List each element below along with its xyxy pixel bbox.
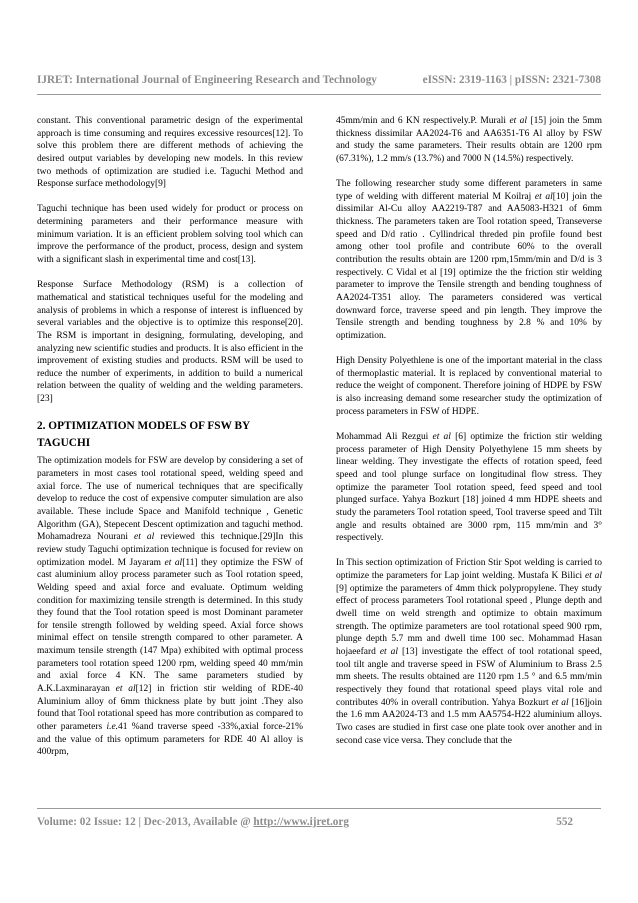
section-heading-line-1: 2. OPTIMIZATION MODELS OF FSW BY — [37, 420, 251, 433]
text-run: Mohammad Ali Rezgui — [336, 431, 433, 442]
running-header — [37, 74, 601, 86]
text-run: [6] optimize the friction stir welding process parameter of High Density Polyethylene 15 mm sheets by linear welding. They investigate the effects of rotation speed, feed speed and tool plunge surface on longitudinal flow stress. They optimize the parameter Tool rotation speed, feed speed and tool plunged surface. Yahya Bozkurt [18] joined 4 mm HDPE sheets and study the parameters Tool rotation speed, Tool traverse speed and Tilt angle and results obtained are 3000 rpm, 115 mm/min and 3° respectively. — [336, 431, 602, 544]
italic-et-al: et al — [551, 697, 569, 708]
text-run: [11] they optimize the FSW of cast aluminium alloy process parameter such as Tool rotation speed, Welding speed and axial force and evaluate. Optimum welding condition for maximizing tensile strength is determined. In this study they found that the Tool rotation speed is most Dominant parameter for tensile strength followed by welding speed. Axial force shows minimal effect on tensile strength compared to other parameter. A maximum tensile strength (147 Mpa) exhibited with optimal process parameters tool rotation speed 1200 rpm, welding speed 40 mm/min and axial force 4 KN. The same parameters studied by A.K.Laxminarayan — [37, 557, 303, 695]
text-run: reviewed this technique.[29]In this review study Taguchi optimization technique is focused for review on optimization model. M Jayaram — [37, 532, 303, 568]
italic-et-al: et al — [115, 684, 136, 695]
journal-link[interactable]: http://www.ijret.org — [253, 816, 349, 828]
text-run: 45mm/min and 6 KN respectively.P. Murali — [336, 116, 510, 126]
text-run: [9] optimize the parameters of 4mm thick polypropylene. They study effect of process parameters Tool rotational speed , Plunge depth and dwell time on weld strength and optimize to obtain maximum strength. The optimize parameters are tool rotational speed 900 rpm, plunge depth 5.7 mm and dwell time 100 sec. Mohammad Hasan hojaeefard — [336, 583, 602, 657]
running-footer — [37, 816, 601, 828]
text-run: The optimization models for FSW are develop by considering a set of parameters in most cases tool rotational speed, welding speed and axial force. The use of numerical techniques that are specifically develop to reduce the cost of expensive computer simulation are also available. These include Space and Manifold technique , Genetic Algorithm (GA), Stepecent Descent optimization and taguchi method. Mohamadreza Nourani — [37, 456, 303, 543]
italic-et-al: et al — [134, 532, 155, 543]
right-paragraph-4 — [336, 431, 602, 545]
right-paragraph-1 — [336, 115, 602, 166]
footer-rule — [37, 808, 601, 809]
right-paragraph-3: High Density Polyethlene is one of the important material in the class of thermoplastic material. It is replaced by conventional material to reduce the weight of component. Therefore joining of HDPE by FSW is also increasing demand some researcher study the optimization of process parameters in FSW of HDPE. — [336, 356, 602, 417]
journal-title: IJRET: International Journal of Engineering Research and Technology — [37, 74, 377, 86]
italic-et-al: et al — [509, 116, 528, 126]
italic-et-al: et al — [379, 646, 398, 657]
text-run: [10] join the dissimilar Al-Cu alloy AA2219-T87 and AA5083-H321 of 6mm thickness. The parameters taken are Tool rotation speed, Transeverse speed and D/d ratio . Cyllindrical threded pin profile found best among other tool profile and contribute 60% to the overall contribution the results obtain are 1200 rpm,15mm/min and D/d is 3 respectively. C Vidal et al [19] optimize the the friction stir welding parameter to improve the Tensile strength and bending toughness of AA2024-T351 alloy. The parameters considered was vertical downward force, traverse speed and pin length. They improve the Tensile strength and bending toughness by 2.8 % and 10% by optimization. — [336, 191, 602, 341]
right-paragraph-2 — [336, 178, 602, 343]
text-run: [15] join the 5mm thickness dissimilar AA2024-T6 and AA6351-T6 Al alloy by FSW and study the same parameters. Their results obtain are 1200 rpm (67.31%), 1.2 mm/s (13.7%) and 7000 N (14.5%) respectively. — [336, 116, 602, 164]
issn-info: eISSN: 2319-1163 | pISSN: 2321-7308 — [422, 74, 601, 86]
header-rule — [37, 94, 601, 95]
italic-et-al: et al — [432, 431, 451, 442]
italic-et-al: et al — [164, 557, 183, 568]
left-paragraph-2: Taguchi technique has been used widely for product or process on determining parameters and their performance measure with minimum variation. It is an efficient problem solving tool which can improve the performance of the product, process, design and system with a significant slash in experimental time and cost[13]. — [37, 204, 303, 266]
right-column — [336, 115, 602, 747]
left-paragraph-1: constant. This conventional parametric design of the experimental approach is time consuming and requires excessive resources[12]. To solve this problem there are different methods of achieving the desired output variables by developing new models. In this review two methods of optimization are studied i.e. Taguchi Method and Response surface methodology[9] — [37, 116, 303, 190]
text-run: [13] investigate the effect of tool rotational speed, tool tilt angle and traverse speed in FSW of Aluminium to Brass 2.5 mm sheets. The results obtained are 1120 rpm 1.5 ° and 6.5 mm/min respectively they found that rotational speed plays vital role and contributes 40% in overall contribution. Yahya Bozkurt — [336, 646, 602, 708]
text-run: 41 %and traverse speed -33%,axial force-21% and the value of this optimum parameters for RDE 40 Al alloy is 400rpm, — [37, 722, 303, 758]
italic-et-al: et al — [584, 571, 602, 581]
text-run: The following researcher study some different parameters in same type of welding with different material M Koilraj — [336, 179, 602, 202]
section-heading-line-2: TAGUCHI — [37, 437, 91, 450]
left-column — [37, 115, 303, 759]
italic-ie: i.e. — [106, 722, 119, 733]
volume-info: Volume: 02 Issue: 12 | Dec-2013, Available @ — [37, 816, 254, 828]
right-paragraph-5 — [336, 557, 602, 747]
italic-et-al: et al — [534, 191, 553, 202]
text-run: In This section optimization of Friction Stir Spot welding is carried to optimize the parameters for Lap joint welding. Mustafa K Bilici — [336, 558, 602, 581]
left-paragraph-4 — [37, 455, 303, 759]
left-paragraph-3: Response Surface Methodology (RSM) is a collection of mathematical and statistical techniques useful for the modeling and analysis of problems in which a response of interest is influenced by several variables and the objective is to optimize this response[20]. The RSM is important in designing, formulating, developing, and analyzing new scientific studies and products. It is also efficient in the improvement of existing studies and products. RSM will be used to reduce the number of experiments, in addition to build a numerical relation between the quality of welding and the welding parameters.[23] — [37, 280, 303, 405]
text-run: [16]join the 1.6 mm AA2024-T3 and 1.5 mm AA5754-H22 aluminium alloys. Two cases are studied in first case one plate took over another and in second case vice versa. They conclude that the — [336, 697, 602, 746]
page-number: 552 — [556, 816, 573, 828]
text-run: [12] in friction stir welding of RDE-40 Aluminium alloy of 6mm thickness plate by butt joint .They also found that Tool rotational speed has more contribution as compared to other parameters — [37, 684, 304, 733]
